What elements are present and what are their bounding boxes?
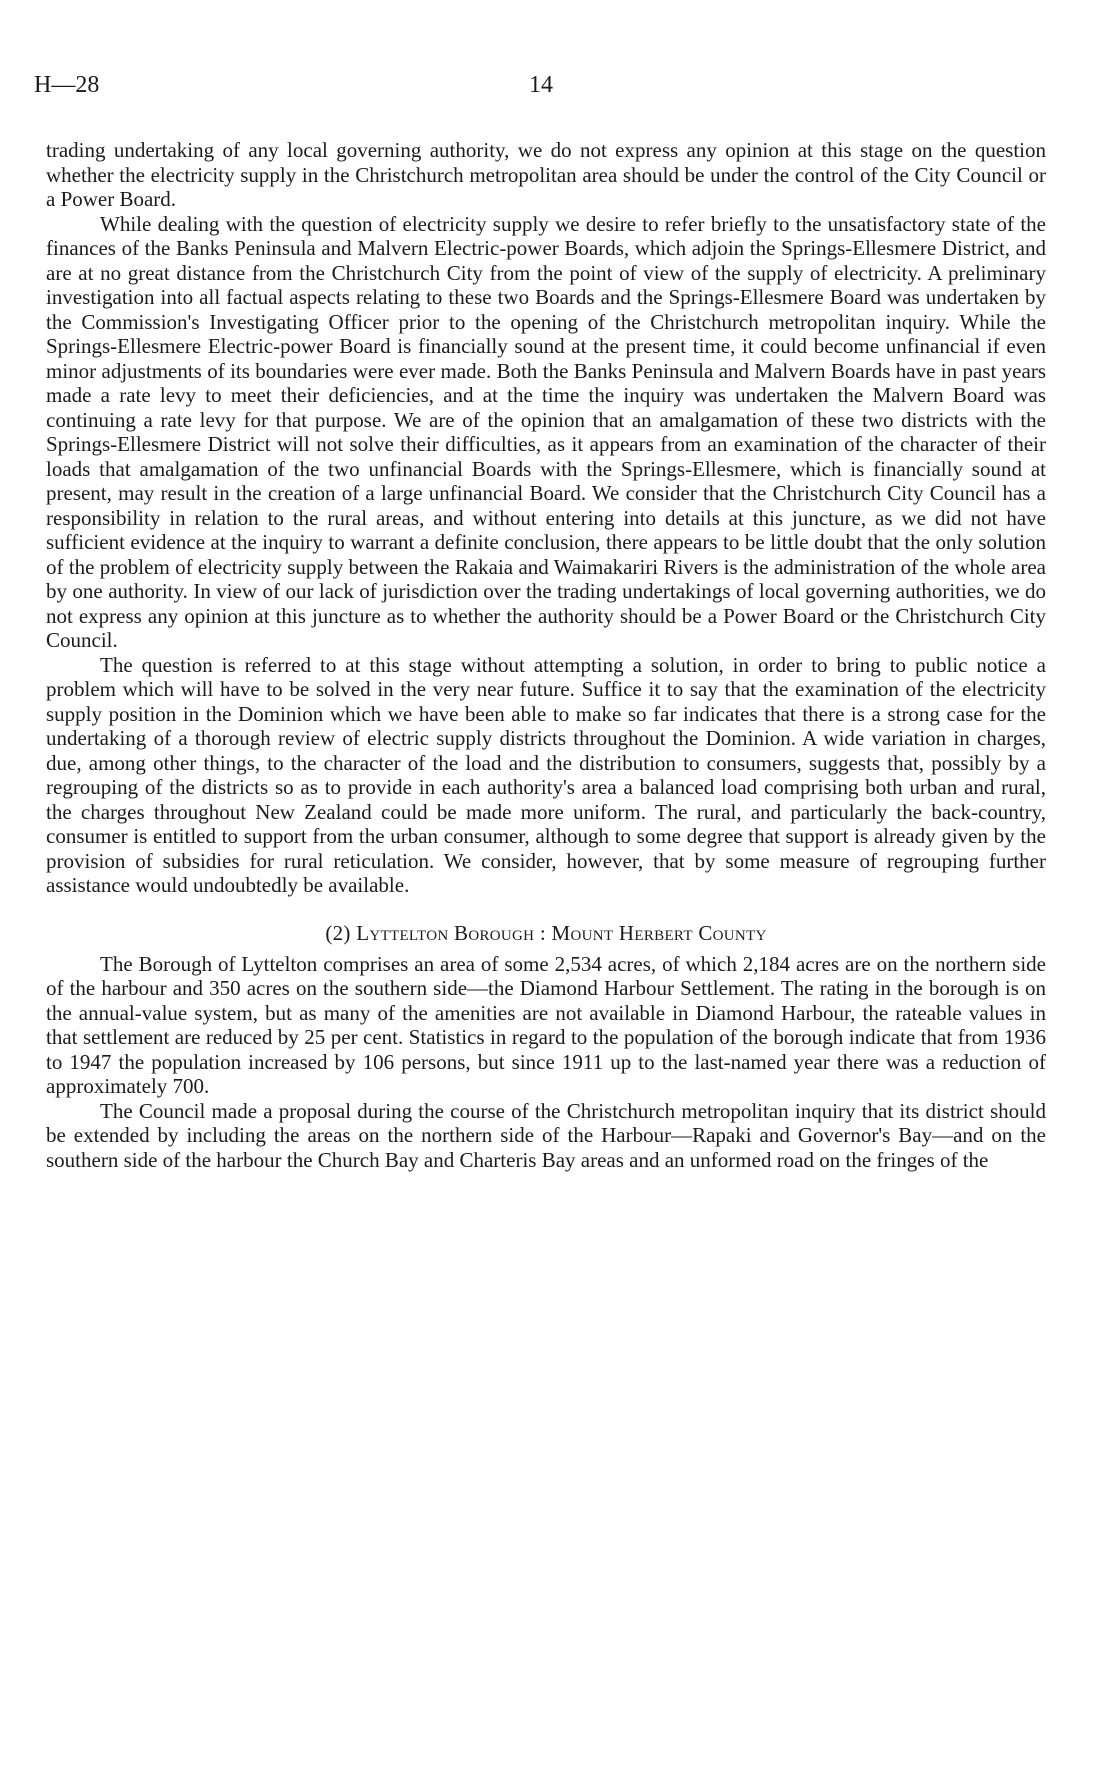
paragraph-electricity-boards: While dealing with the question of electricity supply we desire to refer briefly to the unsatisfactory state of the finances of the Banks Peninsula and Malvern Electric-power Boards, which adjoin the Springs-Ellesmere District, and are at no great distance from the Christchurch City from the point of view of the supply of electricity. A preliminary investigation into all factual aspects relating to these two Boards and the Springs-Ellesmere Board was undertaken by the Commission's Investigating Officer prior to the opening of the Christchurch metropolitan inquiry. While the Springs-Ellesmere Electric-power Board is financially sound at the present time, it could become unfinancial if even minor adjustments of its boundaries were ever made. Both the Banks Peninsula and Malvern Boards have in past years made a rate levy to meet their deficiencies, and at the time the inquiry was undertaken the Malvern Board was continuing a rate levy for that purpose. We are of the opinion that an amalgamation of these two districts with the Springs-Ellesmere District will not solve their difficulties, as it appears from an examination of the character of their loads that amalgamation of the two unfinancial Boards with the Springs-Ellesmere, which is financially sound at present, may result in the creation of a large unfinancial Board. We consider that the Christchurch City Council has a responsibility in relation to the rural areas, and without entering into details at this juncture, as we did not have sufficient evidence at the inquiry to warrant a definite conclusion, there appears to be little doubt that the only solution of the problem of electricity supply between the Rakaia and Waimakariri Rivers is the administration of the whole area by one authority. In view of our lack of jurisdiction over the trading undertakings of local governing authorities, we do not express any opinion at this juncture as to whether the authority should be a Power Board or the Christchurch City Council. (46, 211, 1046, 652)
page-header (34, 72, 1044, 102)
document-body (46, 138, 1046, 1172)
paragraph-council-proposal: The Council made a proposal during the course of the Christchurch metropolitan inquiry that its district should be extended by including the areas on the northern side of the Harbour—Rapaki and Governor's Bay—and on the southern side of the harbour the Church Bay and Charteris Bay areas and an unformed road on the fringes of the (46, 1098, 1046, 1172)
page-number: 14 (529, 72, 553, 98)
section-heading: (2) Lyttelton Borough : Mount Herbert County (325, 920, 767, 945)
paragraph-continuation: trading undertaking of any local governing authority, we do not express any opinion at this stage on the question whether the electricity supply in the Christchurch metropolitan area should be under the control of the City Council or a Power Board. (46, 138, 1046, 211)
paragraph-review-supply-districts: The question is referred to at this stage without attempting a solution, in order to bring to public notice a problem which will have to be solved in the very near future. Suffice it to say that the examination of the electricity supply position in the Dominion which we have been able to make so far indicates that there is a strong case for the undertaking of a thorough review of electric supply districts throughout the Dominion. A wide variation in charges, due, among other things, to the character of the load and the distribution to consumers, suggests that, possibly by a regrouping of the districts so as to provide in each authority's area a balanced load comprising both urban and rural, the charges throughout New Zealand could be made more uniform. The rural, and particularly the back-country, consumer is entitled to support from the urban consumer, although to some degree that support is already given by the provision of subsidies for rural reticulation. We consider, however, that by some measure of regrouping further assistance would undoubtedly be available. (46, 652, 1046, 897)
document-reference: H—28 (34, 72, 100, 98)
paragraph-lyttelton-borough: The Borough of Lyttelton comprises an area of some 2,534 acres, of which 2,184 acres are on the northern side of the harbour and 350 acres on the southern side—the Diamond Harbour Settlement. The rating in the borough is on the annual-value system, but as many of the amenities are not available in Diamond Harbour, the rateable values in that settlement are reduced by 25 per cent. Statistics in regard to the population of the borough indicate that from 1936 to 1947 the population increased by 106 persons, but since 1911 up to the last-named year there was a reduction of approximately 700. (46, 951, 1046, 1098)
